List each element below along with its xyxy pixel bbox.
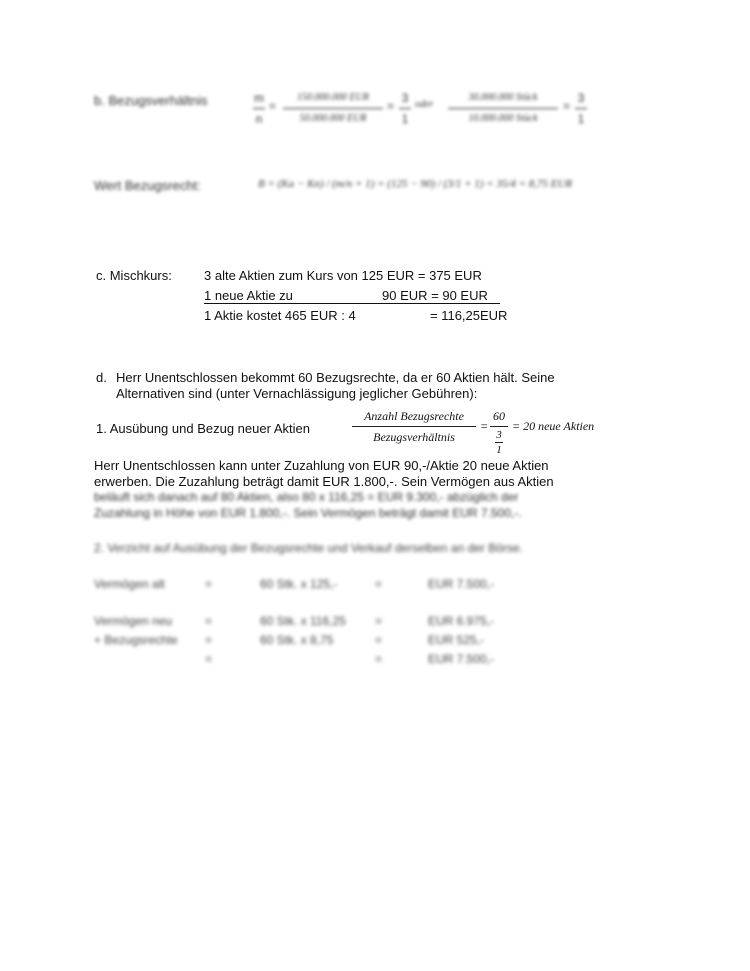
ratio-shares-new: 10.000.000 Stück xyxy=(468,113,538,124)
section-d-label: d. xyxy=(96,370,107,385)
table-cell-label: Vermögen neu xyxy=(94,614,173,628)
paragraph-line-4: Zuzahlung in Höhe von EUR 1.800,-. Sein Vermögen beträgt damit EUR 7.500,-. xyxy=(94,506,522,520)
mischkurs-row-2-left: 1 neue Aktie zu xyxy=(204,288,293,303)
table-row xyxy=(94,577,165,591)
table-cell-value: EUR 7.500,- xyxy=(428,652,495,666)
formula-result: = 20 neue Aktien xyxy=(512,419,595,433)
formula-60: 60 xyxy=(493,409,505,423)
ratio-n: n xyxy=(255,112,263,126)
ratio-capital-old: 150.000.000 EUR xyxy=(297,92,369,103)
mischkurs-row-2-right: 90 EUR = 90 EUR xyxy=(382,288,488,303)
mischkurs-row-2 xyxy=(204,288,500,304)
mischkurs-row-3-left: 1 Aktie kostet 465 EUR : 4 xyxy=(204,308,356,323)
paragraph-line-2: erwerben. Die Zuzahlung beträgt damit EUR 1.800,-. Sein Vermögen aus Aktien xyxy=(94,474,554,489)
section-c-label: c. Mischkurs: xyxy=(96,268,172,283)
table-cell-calc: 60 Stk. x 116,25 xyxy=(260,614,346,628)
alternative-2-label: 2. Verzicht auf Ausübung der Bezugsrechte und Verkauf derselben an der Börse. xyxy=(94,541,523,555)
table-cell-eq2: = xyxy=(375,652,383,666)
table-cell-label: + Bezugsrechte xyxy=(94,633,178,647)
mischkurs-row-1: 3 alte Aktien zum Kurs von 125 EUR = 375 EUR xyxy=(204,268,482,283)
alternative-1-formula xyxy=(352,408,612,454)
formula-denominator: Bezugsverhältnis xyxy=(373,430,455,444)
ratio-m: m xyxy=(254,91,264,105)
ratio-alt-3: 3 xyxy=(577,91,585,105)
table-cell-eq2: = xyxy=(375,577,383,591)
formula-1: 1 xyxy=(496,444,502,456)
formula-3: 3 xyxy=(496,429,502,441)
section-d-intro-line1: Herr Unentschlossen bekommt 60 Bezugsrechte, da er 60 Aktien hält. Seine xyxy=(116,370,555,385)
mischkurs-row-3-right: = 116,25EUR xyxy=(430,308,508,323)
wert-bezugsrecht-label: Wert Bezugsrecht: xyxy=(94,178,201,193)
oder-text: oder xyxy=(415,99,434,110)
ratio-capital-new: 50.000.000 EUR xyxy=(299,113,367,124)
table-cell-label: Vermögen alt xyxy=(94,577,165,591)
paragraph-line-3: beläuft sich danach auf 80 Aktien, also 80 x 116,25 = EUR 9.300,- abzüglich der xyxy=(94,490,519,504)
ratio-shares-old: 30.000.000 Stück xyxy=(468,92,538,103)
table-cell-eq: = xyxy=(205,577,213,591)
table-cell-calc: 60 Stk. x 8,75 xyxy=(260,633,334,647)
formula-equals: = xyxy=(480,419,489,433)
table-cell-eq: = xyxy=(205,633,213,647)
table-cell-eq2: = xyxy=(375,614,383,628)
table-cell-value: EUR 6.975,- xyxy=(428,614,495,628)
section-b-label: b. Bezugsverhältnis xyxy=(94,93,208,108)
alternative-1-label: 1. Ausübung und Bezug neuer Aktien xyxy=(96,421,310,436)
ratio-1: 1 xyxy=(401,112,409,126)
table-cell-calc: 60 Stk. x 125,- xyxy=(260,577,338,591)
ratio-3: 3 xyxy=(401,91,409,105)
formula-numerator: Anzahl Bezugsrechte xyxy=(364,409,464,423)
table-cell-eq: = xyxy=(205,652,213,666)
table-cell-value: EUR 525,- xyxy=(428,633,485,647)
section-d-intro-line2: Alternativen sind (unter Vernachlässigung jeglicher Gebühren): xyxy=(116,386,478,401)
ratio-equals: = xyxy=(269,99,277,113)
table-cell-value: EUR 7.500,- xyxy=(428,577,495,591)
paragraph-line-1: Herr Unentschlossen kann unter Zuzahlung von EUR 90,-/Aktie 20 neue Aktien xyxy=(94,458,549,473)
ratio-alt-1: 1 xyxy=(577,112,585,126)
wert-bezugsrecht-formula: B = (Ka − Kn) / (m/n + 1) = (125 − 90) / (3/1 + 1) = 35/4 = 8,75 EUR xyxy=(258,178,573,190)
table-cell-eq2: = xyxy=(375,633,383,647)
table-cell-eq: = xyxy=(205,614,213,628)
